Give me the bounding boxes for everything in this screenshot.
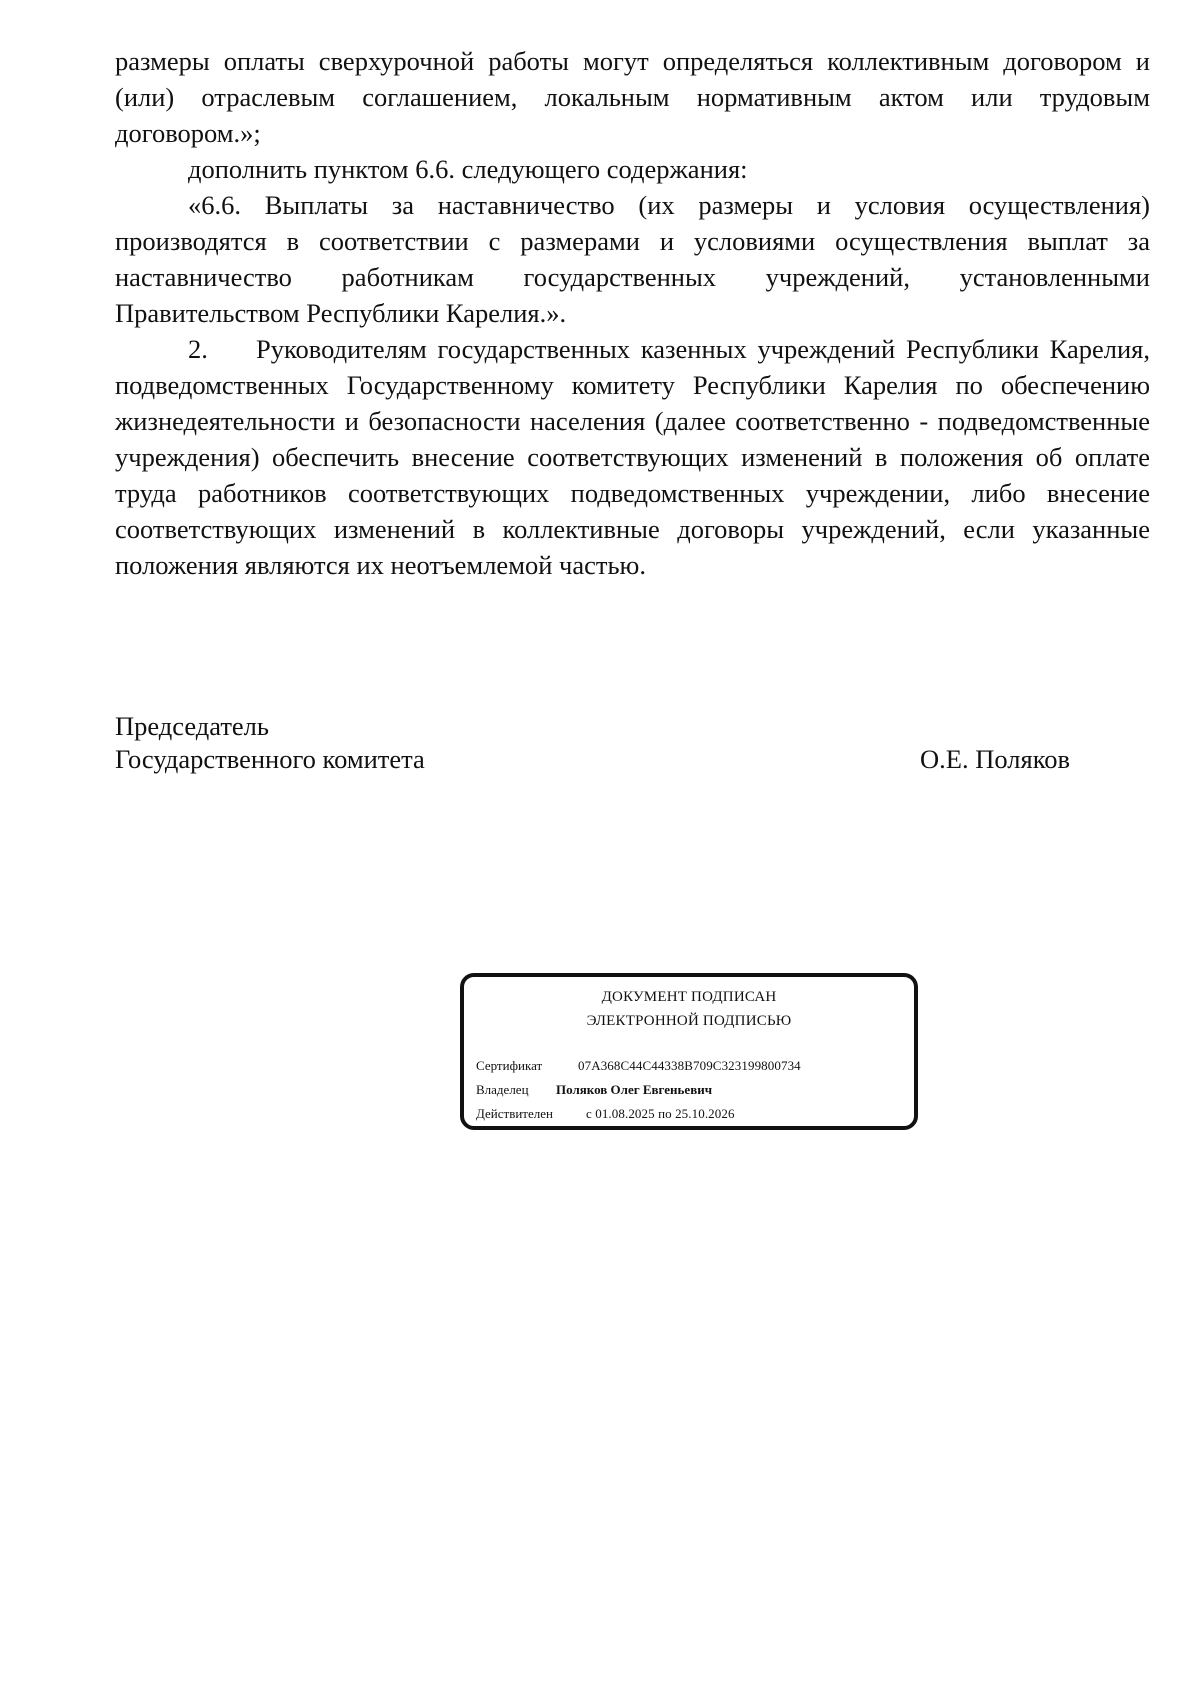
signature-block xyxy=(115,710,1070,776)
validity-value: с 01.08.2025 по 25.10.2026 xyxy=(586,1106,735,1121)
signatory-name: О.Е. Поляков xyxy=(920,744,1070,774)
document-body xyxy=(115,43,1150,583)
owner-label: Владелец xyxy=(476,1082,529,1097)
paragraph-text: «6.6. Выплаты за наставничество (их размеры и условия осуществления) производятся в соответствии с размерами и условиями осуществления выплат за наставничество работникам государственных учреждений, установленными Правительством Республики Карелия.». xyxy=(115,190,1150,328)
paragraph-amendment-intro xyxy=(115,151,1150,187)
paragraph-text: дополнить пунктом 6.6. следующего содержания: xyxy=(188,154,748,184)
paragraph-continuation xyxy=(115,43,1150,151)
paragraph-clause-6-6 xyxy=(115,187,1150,331)
certificate-label: Сертификат xyxy=(476,1058,543,1073)
stamp-title-line1: ДОКУМЕНТ ПОДПИСАН xyxy=(601,989,777,1005)
paragraph-text: Руководителям государственных казенных учреждений Республики Карелия, подведомственных Государственному комитету Республики Карелия по обеспечению жизнедеятельности и безопасности населения (далее соответственно - подведомственные учреждения) обеспечить внесение соответствующих изменений в положения об оплате труда работников соответствующих подведомственных учреждении, либо внесение соответствующих изменений в коллективные договоры учреждений, если указанные положения являются их неотъемлемой частью. xyxy=(115,334,1150,580)
owner-value: Поляков Олег Евгеньевич xyxy=(556,1082,713,1097)
electronic-signature-stamp xyxy=(460,973,918,1130)
stamp-title xyxy=(464,985,914,1033)
certificate-value: 07A368C44C44338B709C323199800734 xyxy=(578,1058,801,1073)
item-number: 2. xyxy=(188,334,208,364)
stamp-validity-row xyxy=(476,1105,735,1123)
stamp-title-line2: ЭЛЕКТРОННОЙ ПОДПИСЬЮ xyxy=(586,1013,792,1029)
stamp-certificate-row xyxy=(476,1057,801,1075)
validity-label: Действителен xyxy=(476,1106,553,1121)
paragraph-item-2 xyxy=(115,331,1150,583)
signatory-position-line1: Председатель xyxy=(115,711,269,741)
signatory-position-line2: Государственного комитета xyxy=(115,744,425,774)
paragraph-text: размеры оплаты сверхурочной работы могут определяться коллективным договором и (или) отраслевым соглашением, локальным нормативным актом или трудовым договором.»; xyxy=(115,46,1150,148)
stamp-owner-row xyxy=(476,1081,712,1099)
